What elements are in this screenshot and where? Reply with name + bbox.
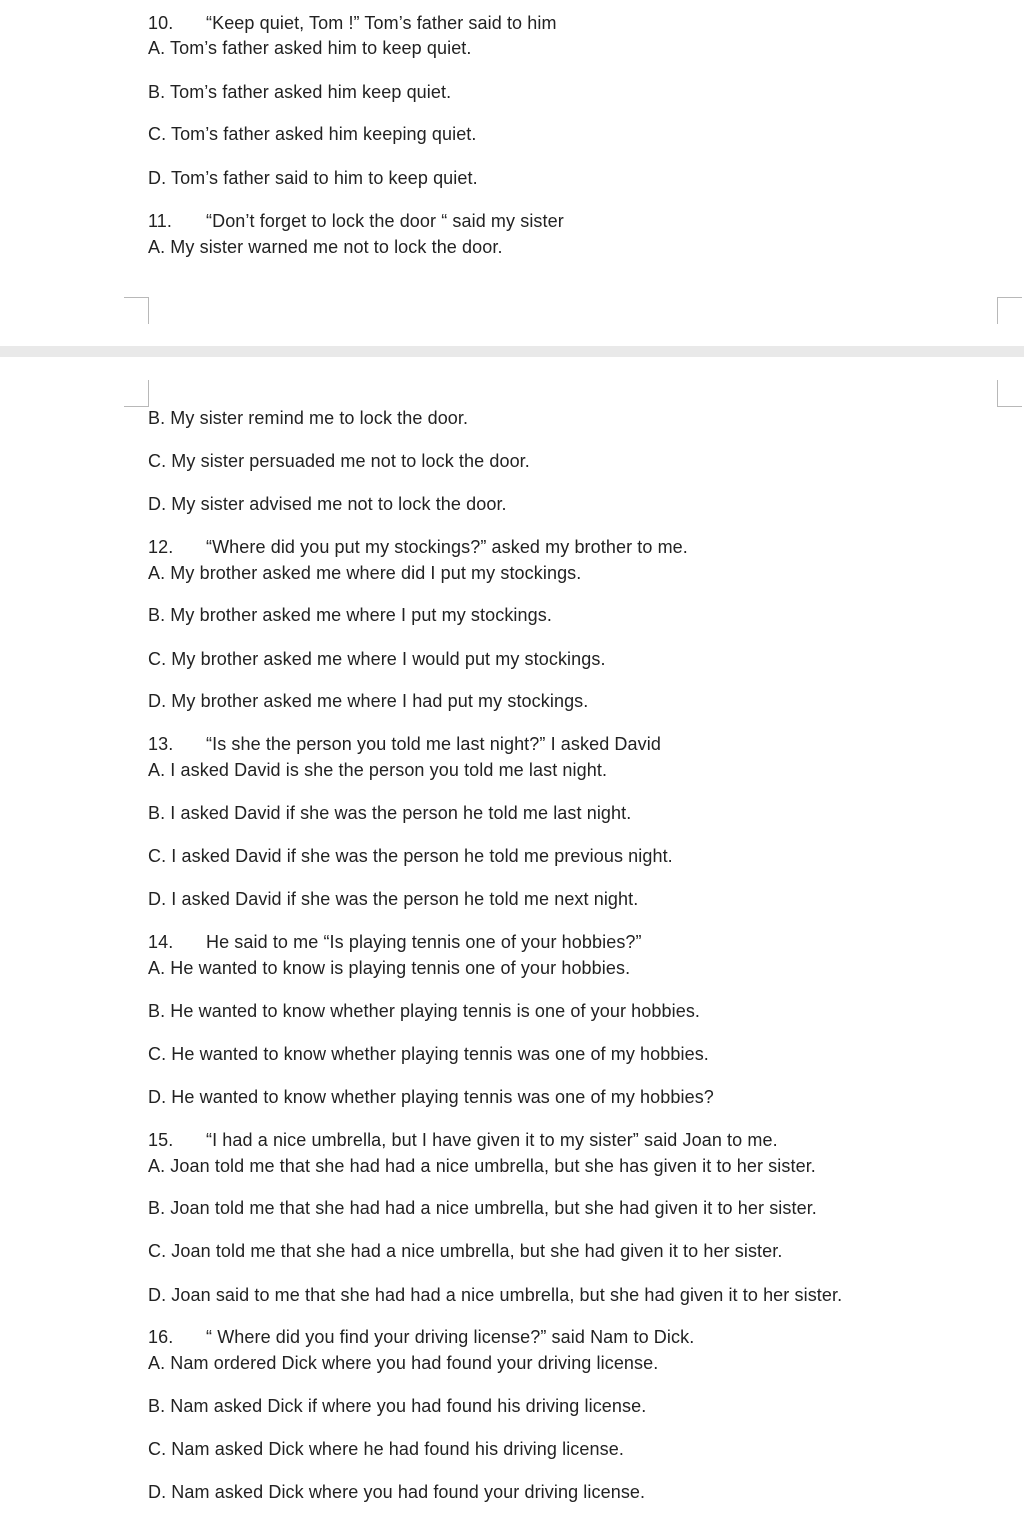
question-13-option-c: C. I asked David if she was the person he told me previous night.	[148, 846, 673, 866]
question-text: He said to me “Is playing tennis one of your hobbies?”	[206, 932, 642, 952]
page-corner-mark	[124, 380, 149, 407]
page-separator	[0, 346, 1024, 357]
question-number: 12.	[148, 537, 174, 557]
question-10-option-d: D. Tom’s father said to him to keep quiet.	[148, 168, 478, 188]
question-text: “I had a nice umbrella, but I have given it to my sister” said Joan to me.	[206, 1130, 778, 1150]
question-12-prompt	[148, 536, 688, 558]
question-13-option-a: A. I asked David is she the person you told me last night.	[148, 760, 608, 780]
question-text: “Keep quiet, Tom !” Tom’s father said to him	[206, 13, 557, 33]
question-text: “Where did you put my stockings?” asked my brother to me.	[206, 537, 688, 557]
question-16-option-b: B. Nam asked Dick if where you had found his driving license.	[148, 1396, 647, 1416]
question-13-option-d: D. I asked David if she was the person he told me next night.	[148, 889, 639, 909]
question-10-option-a: A. Tom’s father asked him to keep quiet.	[148, 38, 472, 58]
question-14-option-c: C. He wanted to know whether playing tennis was one of my hobbies.	[148, 1044, 709, 1064]
question-15-option-c: C. Joan told me that she had a nice umbrella, but she had given it to her sister.	[148, 1241, 783, 1261]
question-15-prompt	[148, 1129, 778, 1151]
question-10-prompt	[148, 12, 557, 34]
question-11-option-b: B. My sister remind me to lock the door.	[148, 408, 469, 428]
question-11-option-d: D. My sister advised me not to lock the door.	[148, 494, 507, 514]
question-text: “Don’t forget to lock the door “ said my sister	[206, 211, 564, 231]
page-corner-mark	[997, 380, 1022, 407]
question-number: 10.	[148, 13, 174, 33]
question-number: 11.	[148, 211, 172, 231]
question-16-option-a: A. Nam ordered Dick where you had found your driving license.	[148, 1353, 659, 1373]
question-13-option-b: B. I asked David if she was the person he told me last night.	[148, 803, 632, 823]
question-16-prompt	[148, 1326, 694, 1348]
page-corner-mark	[997, 297, 1022, 324]
question-14-option-a: A. He wanted to know is playing tennis one of your hobbies.	[148, 958, 631, 978]
question-14-option-d: D. He wanted to know whether playing tennis was one of my hobbies?	[148, 1087, 714, 1107]
question-number: 15.	[148, 1130, 174, 1150]
question-14-option-b: B. He wanted to know whether playing tennis is one of your hobbies.	[148, 1001, 701, 1021]
question-12-option-b: B. My brother asked me where I put my stockings.	[148, 605, 552, 625]
question-11-option-c: C. My sister persuaded me not to lock the door.	[148, 451, 530, 471]
question-number: 16.	[148, 1327, 174, 1347]
question-16-option-c: C. Nam asked Dick where he had found his driving license.	[148, 1439, 624, 1459]
question-15-option-b: B. Joan told me that she had had a nice umbrella, but she had given it to her sister.	[148, 1198, 817, 1218]
question-10-option-b: B. Tom’s father asked him keep quiet.	[148, 82, 452, 102]
page-corner-mark	[124, 297, 149, 324]
question-11-option-a: A. My sister warned me not to lock the door.	[148, 237, 503, 257]
question-15-option-d: D. Joan said to me that she had had a nice umbrella, but she had given it to her sister.	[148, 1285, 843, 1305]
question-number: 14.	[148, 932, 174, 952]
question-12-option-d: D. My brother asked me where I had put my stockings.	[148, 691, 589, 711]
question-number: 13.	[148, 734, 174, 754]
question-14-prompt	[148, 931, 642, 953]
question-16-option-d: D. Nam asked Dick where you had found your driving license.	[148, 1482, 646, 1502]
question-text: “Is she the person you told me last night?” I asked David	[206, 734, 661, 754]
question-12-option-c: C. My brother asked me where I would put my stockings.	[148, 649, 606, 669]
question-13-prompt	[148, 733, 661, 755]
question-15-option-a: A. Joan told me that she had had a nice umbrella, but she has given it to her sister.	[148, 1156, 816, 1176]
question-text: “ Where did you find your driving license?” said Nam to Dick.	[206, 1327, 695, 1347]
question-11-prompt	[148, 210, 564, 232]
question-12-option-a: A. My brother asked me where did I put my stockings.	[148, 563, 582, 583]
question-10-option-c: C. Tom’s father asked him keeping quiet.	[148, 124, 477, 144]
